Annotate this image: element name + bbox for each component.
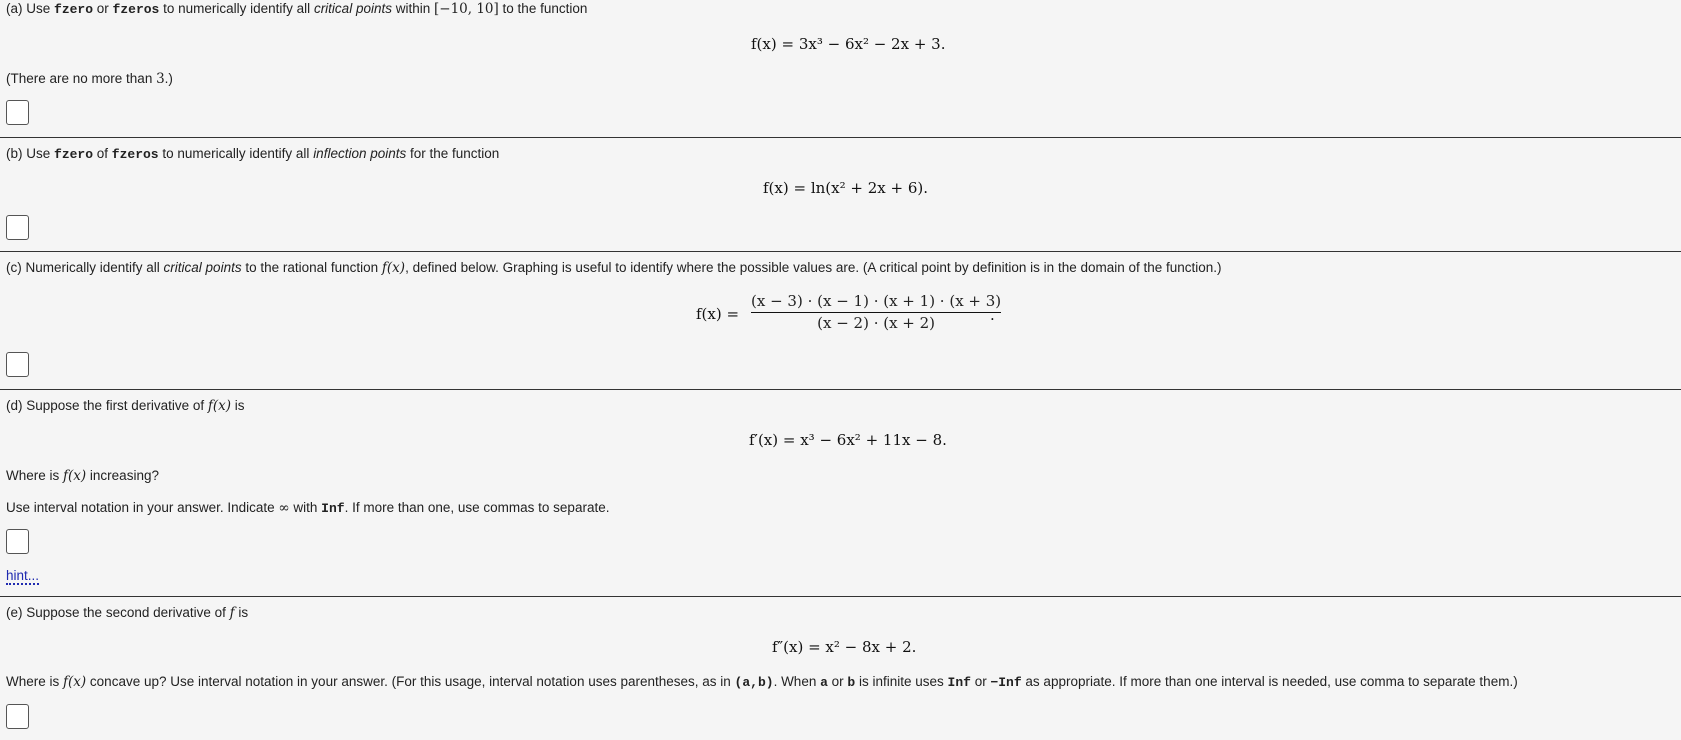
part-c-prompt: (c) Numerically identify all critical points to the rational function f(x), defined below. Graphing is useful to identify where the possible values are. (A critical point by definition is in the domain of the function.) <box>6 260 1222 276</box>
part-a-equation: f(x) = 3x³ − 6x² − 2x + 3. <box>751 35 946 53</box>
fraction-bar <box>751 312 1001 313</box>
part-d-answer-input[interactable] <box>6 529 29 554</box>
infinity-symbol: ∞ <box>278 500 290 516</box>
part-d-question: Where is f(x) increasing? <box>6 468 159 484</box>
part-a-answer-input[interactable] <box>6 100 29 125</box>
part-a-prompt: (a) Use fzero or fzeros to numerically identify all critical points within [−10, 10] to the function <box>6 1 588 17</box>
part-d-instructions: Use interval notation in your answer. Indicate ∞ with Inf. If more than one, use commas to separate. <box>6 500 610 516</box>
part-c-numerator: (x − 3) · (x − 1) · (x + 1) · (x + 3) <box>751 292 1002 310</box>
part-e-prompt: (e) Suppose the second derivative of f is <box>6 605 249 621</box>
hint-link[interactable]: hint... <box>6 568 40 583</box>
divider <box>0 251 1681 252</box>
part-e-equation: f″(x) = x² − 8x + 2. <box>772 638 917 656</box>
part-c-answer-input[interactable] <box>6 352 29 377</box>
part-c-fraction <box>751 292 1001 332</box>
part-e-answer-input[interactable] <box>6 704 29 729</box>
part-b-equation: f(x) = ln(x² + 2x + 6). <box>763 179 928 197</box>
part-b-answer-input[interactable] <box>6 215 29 240</box>
divider <box>0 137 1681 138</box>
part-b-prompt: (b) Use fzero of fzeros to numerically identify all inflection points for the function <box>6 146 500 162</box>
part-c-denominator: (x − 2) · (x + 2) <box>817 314 936 332</box>
part-c-period: . <box>990 306 995 324</box>
part-a-note: (There are no more than 3.) <box>6 71 173 87</box>
part-e-question: Where is f(x) concave up? Use interval notation in your answer. (For this usage, interval notation uses parentheses, as in (a,b). When a or b is infinite uses Inf or −Inf as appropriate. If more than one interval is needed, use comma to separate them.) <box>6 674 1518 690</box>
part-d-prompt: (d) Suppose the first derivative of f(x) is <box>6 398 245 414</box>
divider <box>0 389 1681 390</box>
divider <box>0 596 1681 597</box>
part-c-equation-lhs: f(x) = <box>696 305 740 323</box>
part-d-equation: f′(x) = x³ − 6x² + 11x − 8. <box>749 431 947 449</box>
